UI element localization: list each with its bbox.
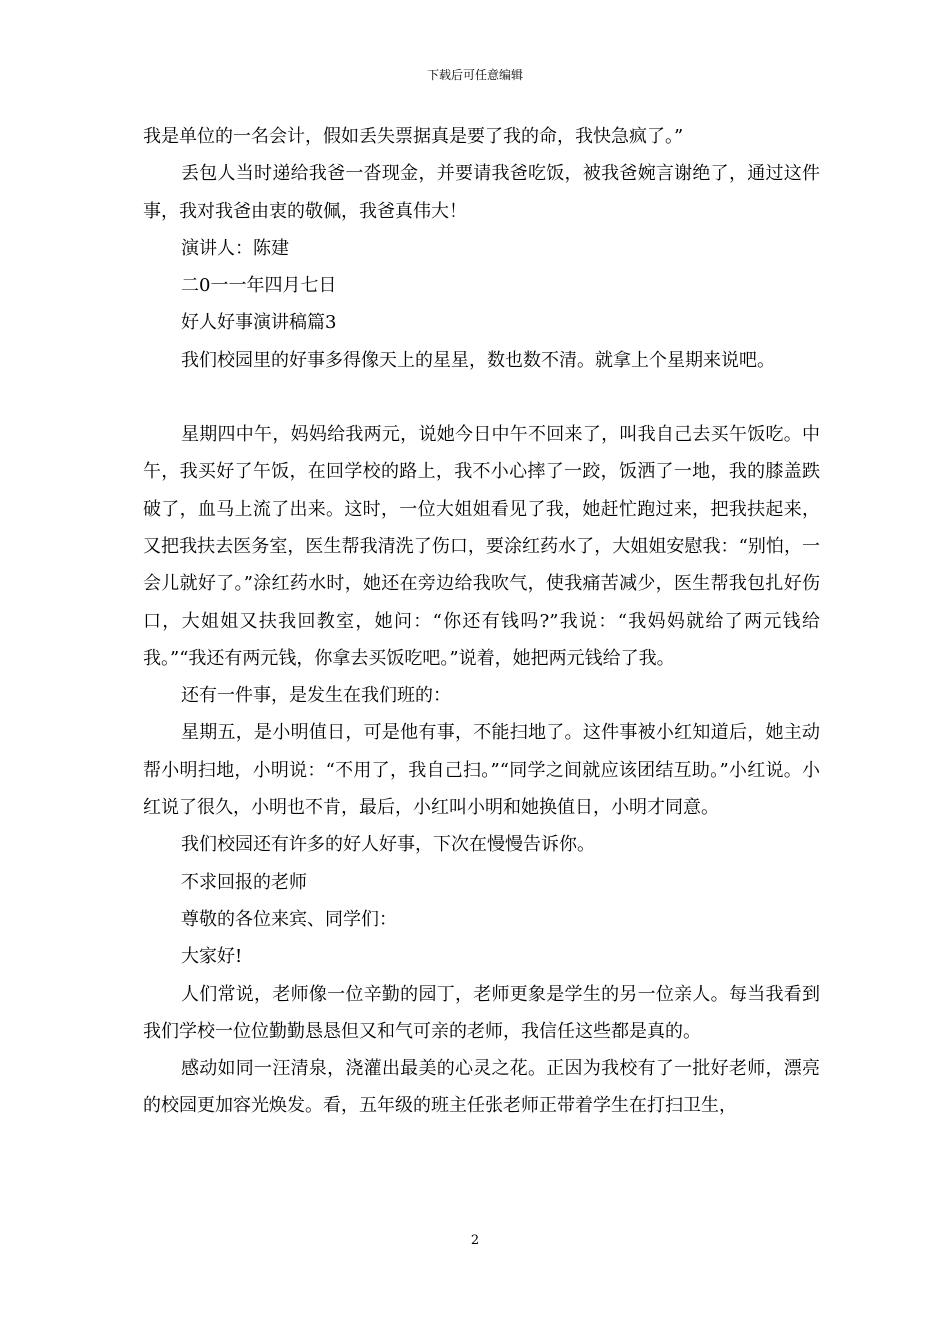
- paragraph-friday: 星期五，是小明值日，可是他有事，不能扫地了。这件事被小红知道后，她主动帮小明扫地，小明说：“不用了，我自己扫。”“同学之间就应该团结互助。”小红说。小红说了很久，小明也不肯，最后，小红叫小明和她换值日，小明才同意。: [143, 722, 820, 819]
- paragraph-gap: [143, 379, 820, 416]
- greeting: 大家好!: [181, 946, 243, 968]
- document-body: [143, 118, 820, 1125]
- paragraph-2: 丢包人当时递给我爸一沓现金，并要请我爸吃饭，被我爸婉言谢绝了，通过这件事，我对我爸由衷的敬佩，我爸真伟大！: [143, 163, 820, 222]
- paragraph-teachers: 人们常说，老师像一位辛勤的园丁，老师更象是学生的另一位亲人。每当我看到我们学校一位位勤勤恳恳但又和气可亲的老师，我信任这些都是真的。: [143, 983, 820, 1042]
- salutation: 尊敬的各位来宾、同学们：: [181, 908, 397, 930]
- paragraph-another: 还有一件事，是发生在我们班的：: [181, 685, 451, 707]
- paragraph-closing: 我们校园还有许多的好人好事，下次在慢慢告诉你。: [181, 834, 595, 856]
- section-title-teacher: 不求回报的老师: [181, 871, 307, 893]
- section-title: 好人好事演讲稿篇3: [181, 312, 337, 334]
- paragraph-touching: 感动如同一汪清泉，浇灌出最美的心灵之花。正因为我校有了一批好老师，漂亮的校园更加容光焕发。看，五年级的班主任张老师正带着学生在打扫卫生，: [143, 1058, 820, 1117]
- page-number: 2: [470, 1233, 480, 1248]
- date-line: 二0一一年四月七日: [181, 275, 337, 297]
- paragraph-1: 我是单位的一名会计，假如丢失票据真是要了我的命，我快急疯了。”: [143, 126, 684, 147]
- paragraph-intro: 我们校园里的好事多得像天上的星星，数也数不清。就拿上个星期来说吧。: [181, 349, 775, 371]
- speaker-line: 演讲人：陈建: [181, 237, 289, 259]
- paragraph-thursday: 星期四中午，妈妈给我两元，说她今日中午不回来了，叫我自己去买午饭吃。中午，我买好了午饭，在回学校的路上，我不小心摔了一跤，饭洒了一地，我的膝盖跌破了，血马上流了出来。这时，一位大姐姐看见了我，她赶忙跑过来，把我扶起来，又把我扶去医务室，医生帮我清洗了伤口，要涂红药水了，大姐姐安慰我：“别怕，一会儿就好了。”涂红药水时，她还在旁边给我吹气，使我痛苦减少，医生帮我包扎好伤口，大姐姐又扶我回教室，她问：“你还有钱吗?”我说：“我妈妈就给了两元钱给我。”“我还有两元钱，你拿去买饭吃吧。”说着，她把两元钱给了我。: [143, 424, 820, 669]
- page-header: 下载后可任意编辑: [426, 68, 523, 82]
